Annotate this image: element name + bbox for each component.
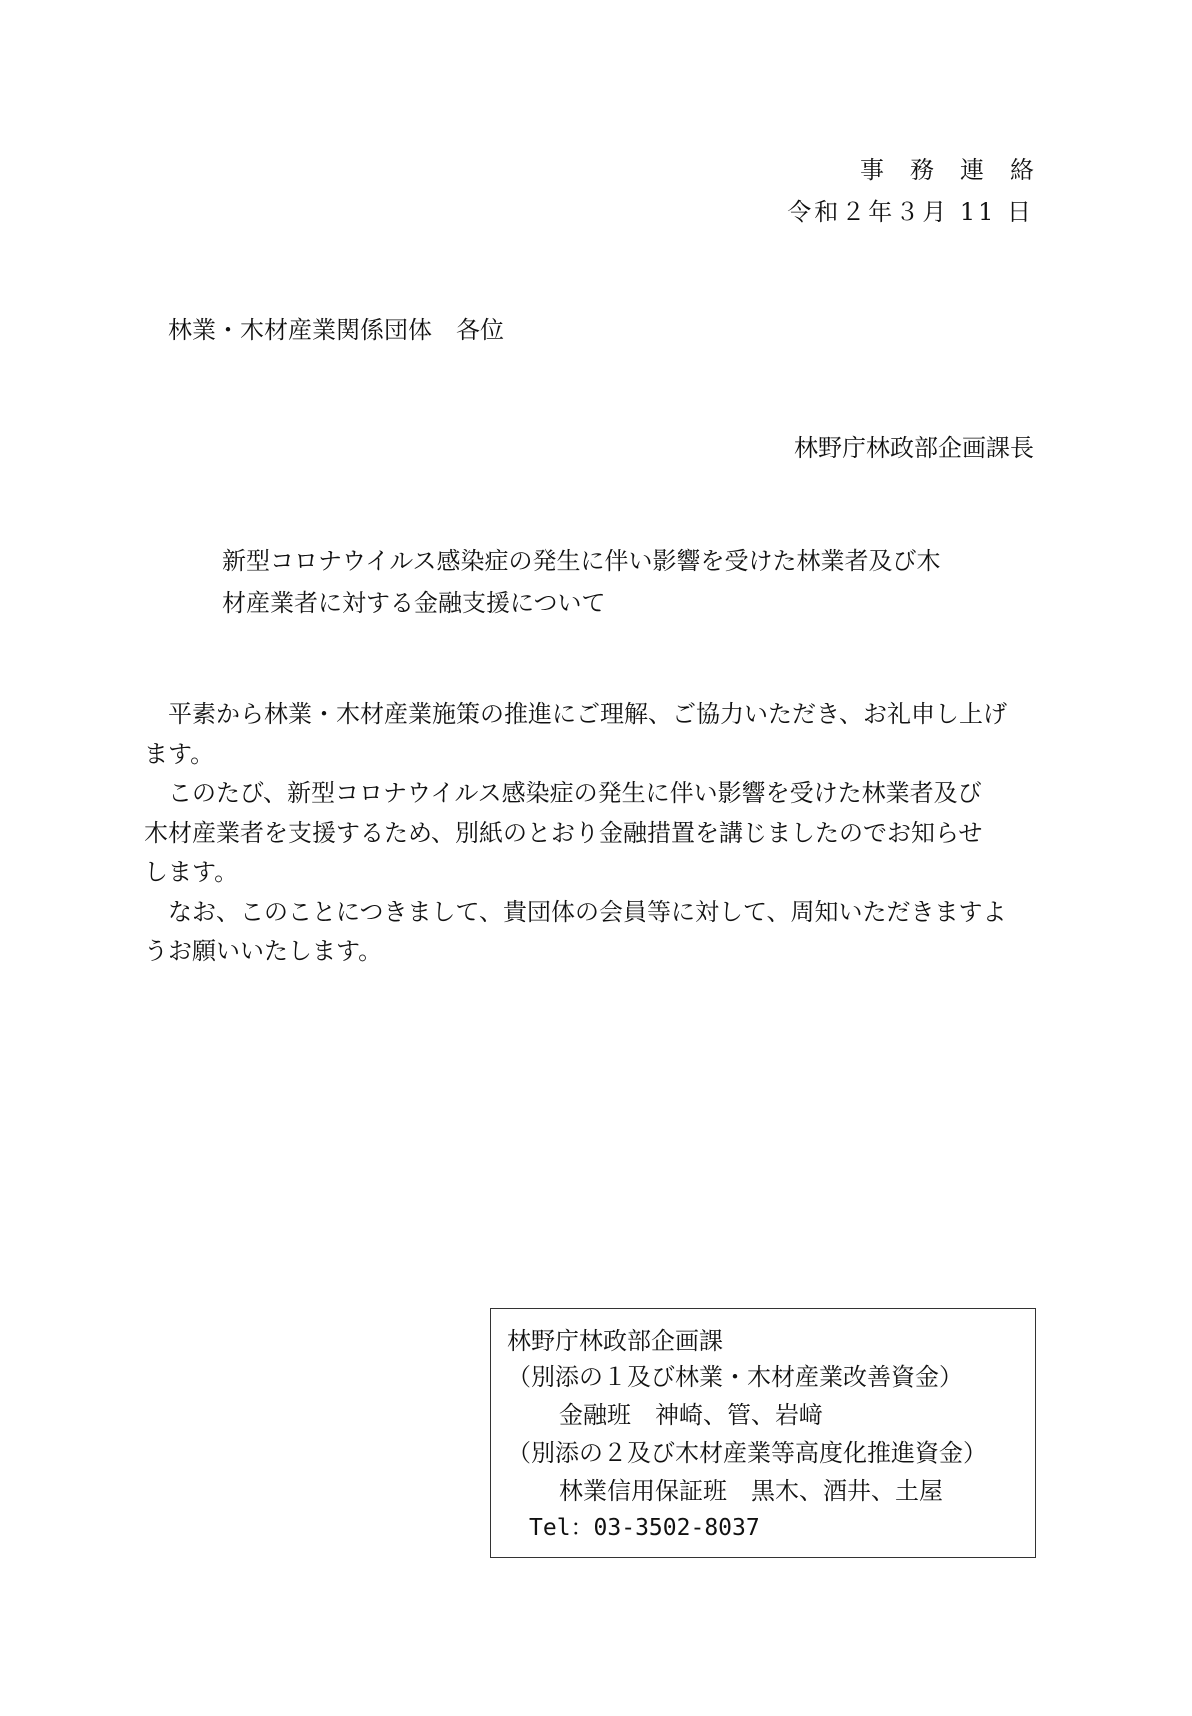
body-line: うお願いいたします。 bbox=[144, 937, 383, 965]
subject-line-1: 新型コロナウイルス感染症の発生に伴い影響を受けた林業者及び木 bbox=[222, 547, 941, 575]
document-date: 令和２年３月 11 日 bbox=[787, 198, 1034, 226]
body-line: 木材産業者を支援するため、別紙のとおり金融措置を講じましたのでお知らせ bbox=[144, 818, 983, 847]
sender: 林野庁林政部企画課長 bbox=[794, 434, 1034, 462]
body-line: なお、このことにつきまして、貴団体の会員等に対して、周知いただきますよ bbox=[144, 897, 1007, 926]
body-line: 平素から林業・木材産業施策の推進にご理解、ご協力いただき、お礼申し上げ bbox=[144, 700, 1008, 728]
subject bbox=[222, 540, 941, 624]
contact-section2-staff: 林業信用保証班 黒木、酒井、土屋 bbox=[559, 1477, 943, 1505]
body-line: します。 bbox=[144, 858, 239, 886]
contact-section1-title: （別添の１及び林業・木材産業改善資金） bbox=[507, 1363, 963, 1391]
contact-section1-staff: 金融班 神崎、管、岩﨑 bbox=[559, 1401, 823, 1429]
addressee: 林業・木材産業関係団体 各位 bbox=[168, 316, 504, 344]
contact-office: 林野庁林政部企画課 bbox=[507, 1327, 723, 1355]
contact-tel: Tel：03-3502-8037 bbox=[529, 1515, 760, 1541]
contact-box bbox=[490, 1308, 1036, 1558]
body-text bbox=[144, 695, 1064, 972]
body-line: このたび、新型コロナウイルス感染症の発生に伴い影響を受けた林業者及び bbox=[144, 779, 982, 807]
body-line: ます。 bbox=[144, 739, 215, 768]
contact-section2-title: （別添の２及び木材産業等高度化推進資金） bbox=[507, 1439, 987, 1467]
document-type: 事務連絡 bbox=[860, 156, 1060, 184]
subject-line-2: 材産業者に対する金融支援について bbox=[222, 589, 606, 617]
